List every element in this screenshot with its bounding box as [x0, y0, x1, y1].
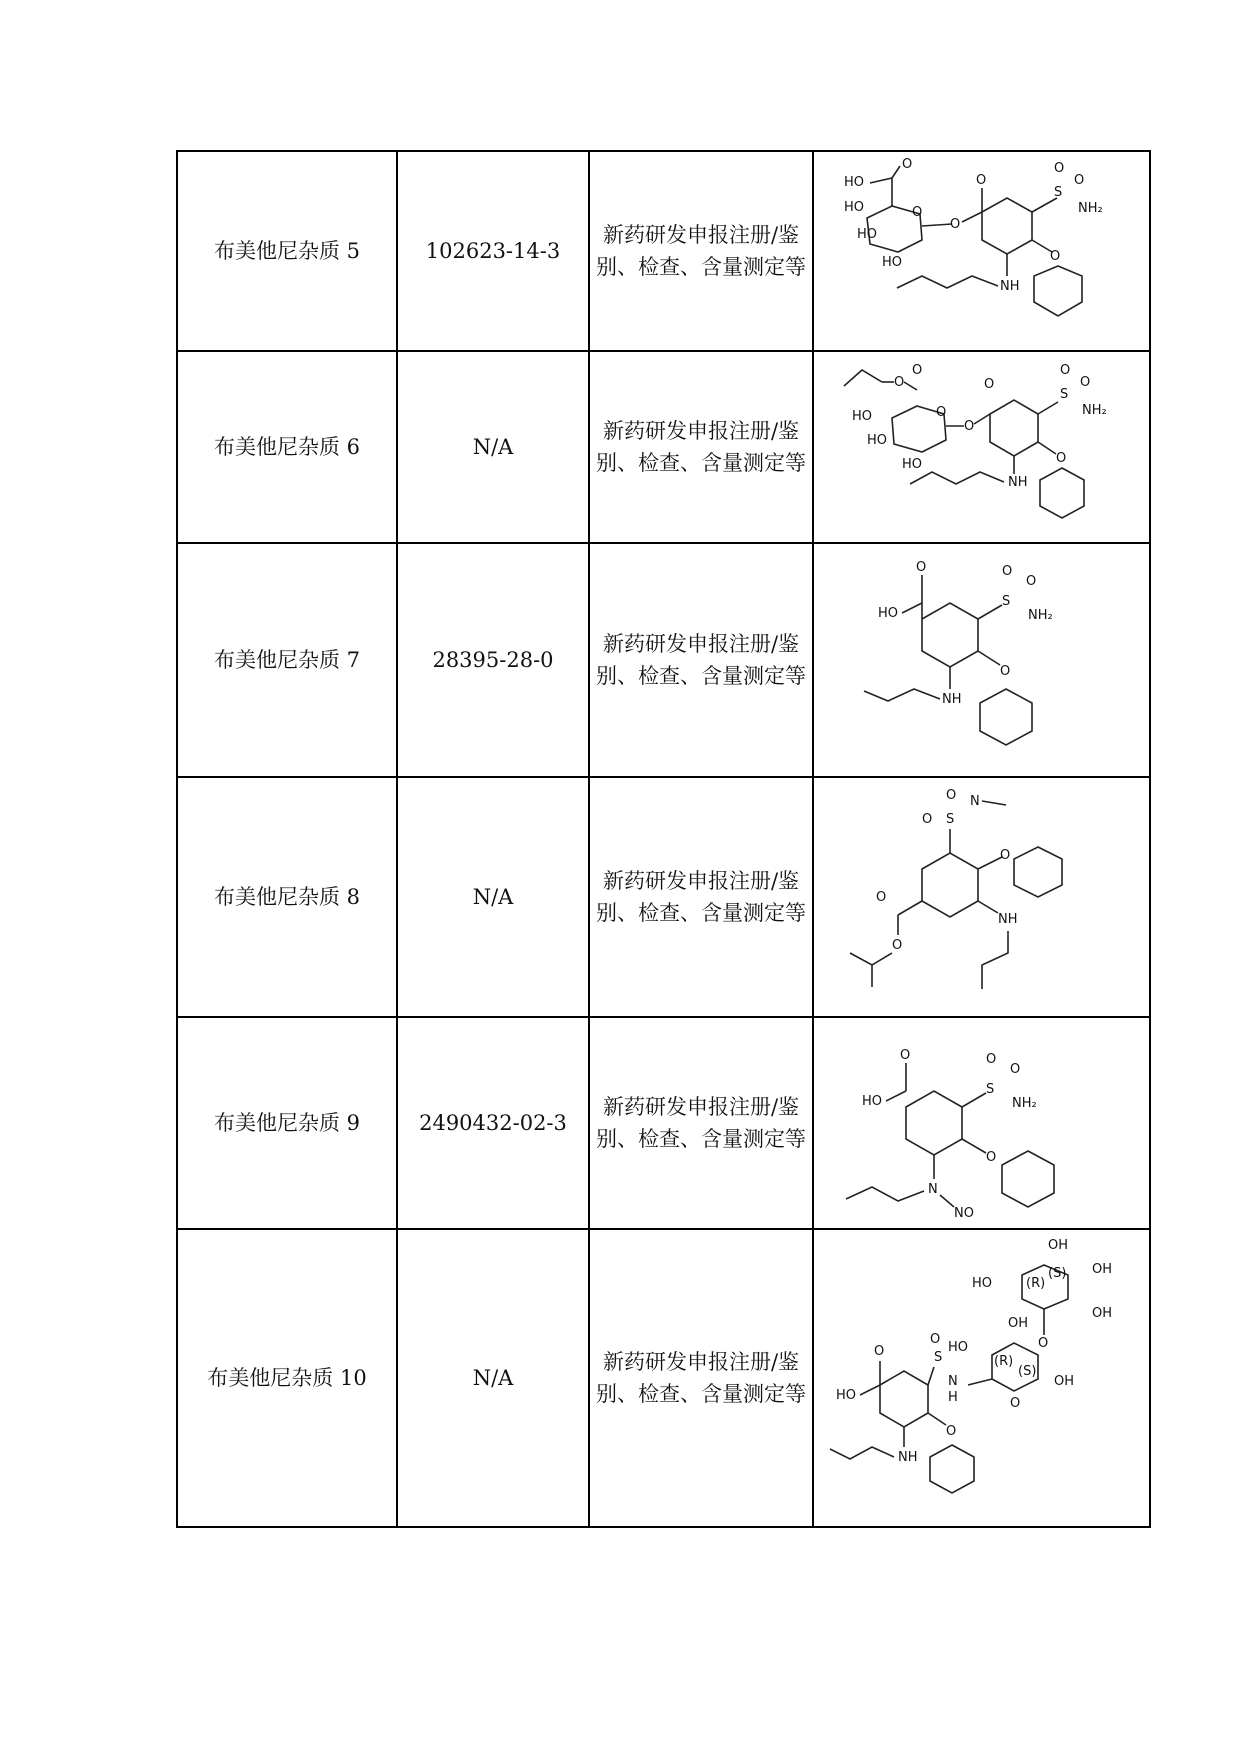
atom-label: O: [1073, 173, 1084, 188]
chemical-structure-allyl-glucuronide-ester: [822, 356, 1142, 538]
atom-label: O: [901, 157, 912, 172]
application: 新药研发申报注册/鉴别、检查、含量测定等: [589, 151, 813, 351]
cas-number: 28395-28-0: [397, 543, 589, 777]
atom-label: S: [1001, 594, 1010, 609]
structure-cell: [813, 1229, 1150, 1527]
atom-label: N: [969, 794, 980, 809]
atom-label: HO: [861, 1094, 882, 1109]
atom-label: NH: [1007, 475, 1027, 490]
atom-label: NH₂: [1011, 1096, 1037, 1111]
atom-label: N: [947, 1374, 958, 1389]
atom-label: O: [1037, 1336, 1048, 1351]
atom-label: O: [873, 1344, 884, 1359]
cas-number: 102623-14-3: [397, 151, 589, 351]
atom-label: OH: [1007, 1316, 1028, 1331]
atom-label: NH: [999, 279, 1019, 294]
application: 新药研发申报注册/鉴别、检查、含量测定等: [589, 1229, 813, 1527]
structure-cell: [813, 777, 1150, 1017]
atom-label: O: [875, 890, 886, 905]
structure-cell: [813, 1017, 1150, 1229]
atom-label: NH₂: [1027, 608, 1053, 623]
atom-label: O: [1001, 564, 1012, 579]
atom-label: O: [963, 419, 974, 434]
stereo-label: (S): [1017, 1364, 1036, 1379]
impurity-name: 布美他尼杂质 8: [177, 777, 397, 1017]
atom-label: O: [915, 560, 926, 575]
atom-label: O: [1009, 1062, 1020, 1077]
atom-label: O: [1079, 375, 1090, 390]
impurity-name: 布美他尼杂质 9: [177, 1017, 397, 1229]
atom-label: O: [999, 848, 1010, 863]
atom-label: O: [935, 405, 946, 420]
atom-label: H: [947, 1390, 958, 1405]
atom-label: HO: [866, 433, 887, 448]
cas-number: N/A: [397, 351, 589, 543]
atom-label: NH: [941, 692, 961, 707]
atom-label: S: [1059, 387, 1068, 402]
table-row: [177, 777, 1150, 1017]
atom-label: O: [929, 1332, 940, 1347]
atom-label: O: [999, 664, 1010, 679]
atom-label: S: [945, 812, 954, 827]
atom-label: NO: [953, 1206, 974, 1221]
atom-label: S: [1053, 185, 1062, 200]
atom-label: HO: [843, 175, 864, 190]
application: 新药研发申报注册/鉴别、检查、含量测定等: [589, 777, 813, 1017]
atom-label: OH: [1091, 1262, 1112, 1277]
atom-label: NH₂: [1081, 403, 1107, 418]
chemical-structure-glucuronide-ester: [822, 156, 1142, 346]
structure-cell: [813, 543, 1150, 777]
atom-label: NH₂: [1077, 201, 1103, 216]
atom-label: S: [985, 1082, 994, 1097]
atom-label: O: [893, 375, 904, 390]
atom-label: HO: [843, 200, 864, 215]
table-row: [177, 1017, 1150, 1229]
structure-cell: [813, 351, 1150, 543]
cas-number: N/A: [397, 1229, 589, 1527]
atom-label: HO: [901, 457, 922, 472]
atom-label: O: [1055, 451, 1066, 466]
cas-number: N/A: [397, 777, 589, 1017]
atom-label: HO: [856, 227, 877, 242]
impurity-name: 布美他尼杂质 7: [177, 543, 397, 777]
atom-label: HO: [877, 606, 898, 621]
stereo-label: (R): [1025, 1276, 1045, 1291]
atom-label: O: [1009, 1396, 1020, 1411]
atom-label: HO: [851, 409, 872, 424]
atom-label: O: [899, 1048, 910, 1063]
atom-label: O: [891, 938, 902, 953]
atom-label: HO: [881, 255, 902, 270]
atom-label: O: [1053, 161, 1064, 176]
atom-label: HO: [971, 1276, 992, 1291]
impurity-name: 布美他尼杂质 10: [177, 1229, 397, 1527]
atom-label: O: [985, 1150, 996, 1165]
atom-label: O: [911, 205, 922, 220]
table-row: [177, 151, 1150, 351]
atom-label: NH: [897, 1450, 917, 1465]
impurity-table: [176, 150, 1151, 1528]
atom-label: O: [911, 363, 922, 378]
atom-label: O: [985, 1052, 996, 1067]
atom-label: HO: [947, 1340, 968, 1355]
table-row: [177, 1229, 1150, 1527]
atom-label: O: [975, 173, 986, 188]
application: 新药研发申报注册/鉴别、检查、含量测定等: [589, 351, 813, 543]
impurity-name: 布美他尼杂质 5: [177, 151, 397, 351]
application: 新药研发申报注册/鉴别、检查、含量测定等: [589, 543, 813, 777]
atom-label: OH: [1053, 1374, 1074, 1389]
cas-number: 2490432-02-3: [397, 1017, 589, 1229]
atom-label: O: [983, 377, 994, 392]
atom-label: S: [933, 1350, 942, 1365]
impurity-name: 布美他尼杂质 6: [177, 351, 397, 543]
atom-label: O: [949, 217, 960, 232]
atom-label: O: [1059, 363, 1070, 378]
stereo-label: (S): [1047, 1266, 1066, 1281]
atom-label: O: [945, 1424, 956, 1439]
atom-label: O: [1025, 574, 1036, 589]
atom-label: OH: [1091, 1306, 1112, 1321]
atom-label: O: [1049, 249, 1060, 264]
structure-cell: [813, 151, 1150, 351]
chemical-structure-propylamino-acid: [822, 549, 1142, 771]
atom-label: N: [927, 1182, 938, 1197]
atom-label: O: [921, 812, 932, 827]
chemical-structure-disaccharide-sulfonamide: [822, 1235, 1142, 1521]
table-row: [177, 351, 1150, 543]
application: 新药研发申报注册/鉴别、检查、含量测定等: [589, 1017, 813, 1229]
atom-label: HO: [835, 1388, 856, 1403]
atom-label: NH: [997, 912, 1017, 927]
table-row: [177, 543, 1150, 777]
chemical-structure-n-nitroso: [822, 1023, 1142, 1223]
atom-label: OH: [1047, 1238, 1068, 1253]
atom-label: O: [945, 788, 956, 803]
stereo-label: (R): [993, 1354, 1013, 1369]
chemical-structure-isopropyl-ester-sulfonylimine: [822, 783, 1142, 1011]
